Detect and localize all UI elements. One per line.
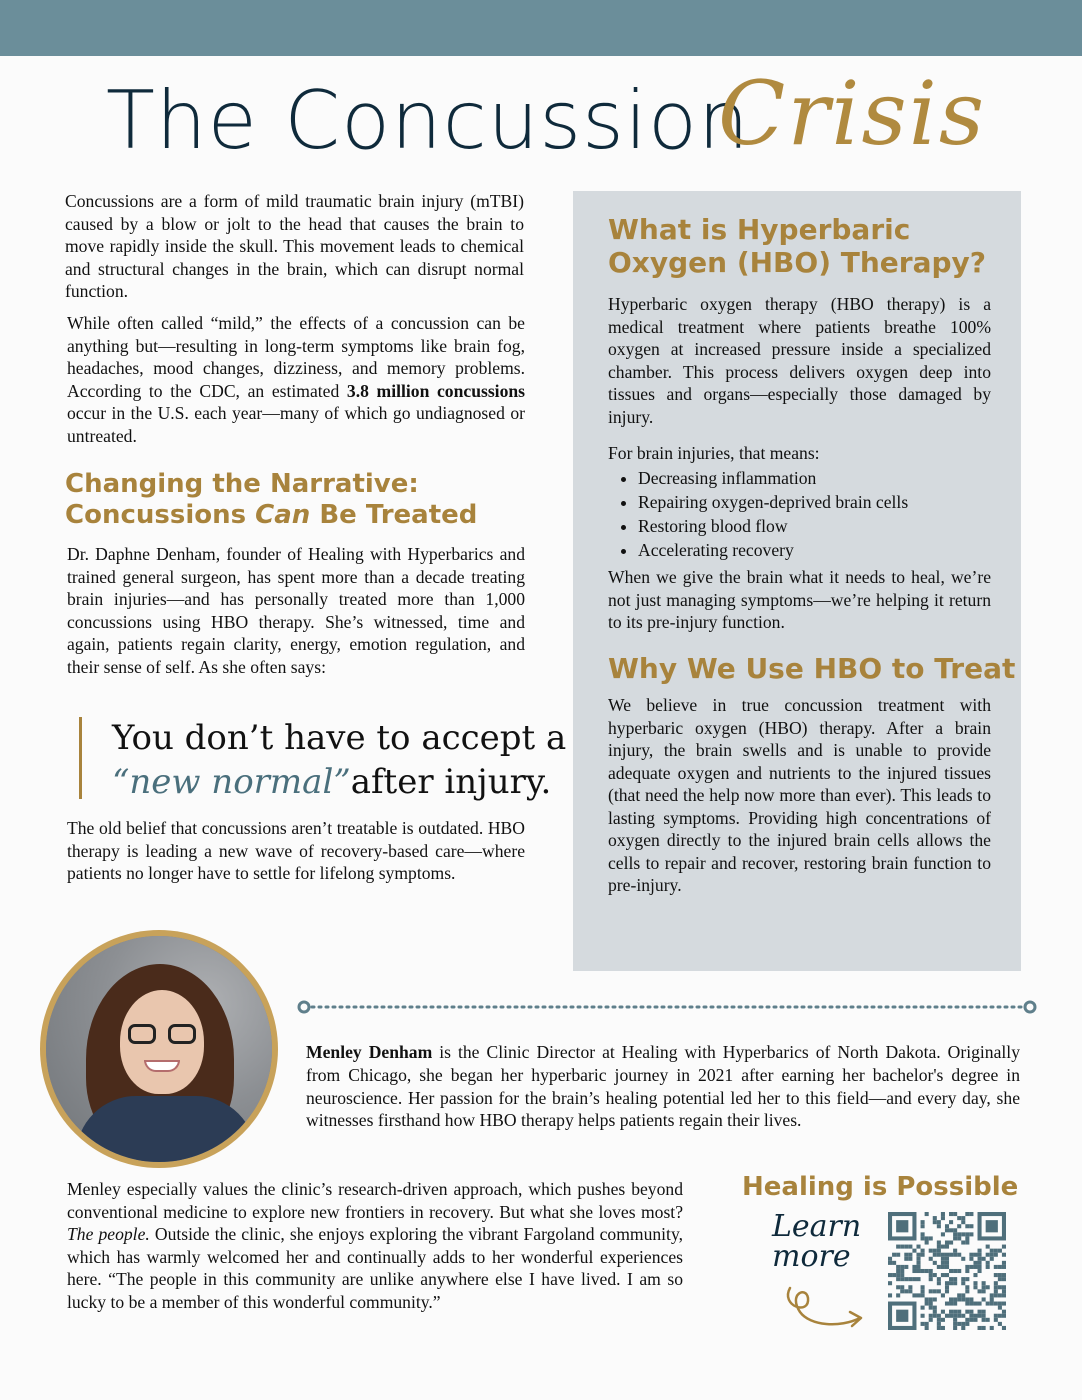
mild-text-b: occur in the U.S. each year—many of which go undiagnosed or untreated. — [67, 403, 525, 446]
heading-line-2-em: Can — [255, 500, 311, 530]
list-item: • Accelerating recovery — [638, 538, 908, 562]
quote-line-2 — [112, 760, 551, 805]
brain-injury-intro: For brain injuries, that means: — [608, 443, 820, 463]
title-main: The Concussion — [106, 74, 750, 167]
heal-paragraph: When we give the brain what it needs to heal, we’re not just managing symptoms—we’re helping it return to its pre-injury function. — [608, 567, 991, 632]
bio-text: is the Clinic Director at Healing with Hyperbarics of North Dakota. Originally from Chicago, she began her hyperbaric journey in 2021 after earning her bachelor's degree in neuroscience. Her passion for the brain’s healing potential led her to this field—and every day, she witnesses firsthand how HBO therapy helps patients regain their lives. — [306, 1042, 1020, 1131]
learn-more-label[interactable] — [772, 1209, 862, 1274]
bio2-em: The people. — [67, 1224, 150, 1244]
hbo-definition-paragraph: Hyperbaric oxygen therapy (HBO therapy) is a medical treatment where patients breathe 100% oxygen at increased pressure inside a specialized chamber. This process delivers oxygen deep into tissues and organs—especially those damaged by injury. — [608, 294, 991, 427]
bio2-text-b: Outside the clinic, she enjoys exploring the vibrant Fargoland community, which has warmly welcomed her and continually adds to her wonderful experiences here. “The people in this community are unlike anywhere else I have lived. I am so lucky to be a member of this wonderful community.” — [67, 1224, 683, 1312]
page-title — [106, 62, 986, 172]
heading-line-2a: Concussions — [65, 500, 256, 530]
portrait-photo — [40, 930, 278, 1168]
mild-paragraph — [67, 312, 525, 447]
benefits-list — [608, 466, 908, 562]
quote-line-1: You don’t have to accept a — [112, 718, 567, 758]
bio-paragraph — [306, 1041, 1020, 1132]
title-script: Crisis — [718, 62, 987, 165]
quote-script-text: “new normal” — [112, 762, 351, 802]
heading-line-1: Changing the Narrative: — [65, 469, 419, 499]
panel-heading-line-2: Oxygen (HBO) Therapy? — [608, 246, 987, 279]
dotted-connector-line — [296, 999, 1040, 1015]
learn-more-line-2: more — [772, 1239, 851, 1274]
mild-text-a: While often called “mild,” the effects of a concussion can be anything but—resulting in long-term symptoms like brain fog, headaches, mood changes, dizziness, and memory problems. According to the CDC, an estimated — [67, 313, 525, 401]
why-paragraph: We believe in true concussion treatment with hyperbaric oxygen (HBO) therapy. After a brain injury, the brain swells and is unable to provide adequate oxygen and nutrients to the injured tissues (that need the help now more than ever). This leads to lasting symptoms. Providing high concentrations of oxygen directly to the injured brain cells allows the cells to repair and recover, restoring brain function to pre-injury. — [608, 695, 991, 895]
denham-paragraph: Dr. Daphne Denham, founder of Healing with Hyperbarics and trained general surgeon, has spent more than a decade treating brain injuries—and has personally treated more than 1,000 concussions using HBO therapy. She’s witnessed, time and again, patients regain clarity, energy, emotion regulation, and their sense of self. As she often says: — [67, 544, 525, 677]
panel-heading-why: Why We Use HBO to Treat — [608, 652, 1016, 685]
bio-name: Menley Denham — [306, 1042, 433, 1062]
intro-paragraph: Concussions are a form of mild traumatic brain injury (mTBI) caused by a blow or jolt to the head that causes the brain to move rapidly inside the skull. This movement leads to chemical and structural changes in the brain, which can disrupt normal function. — [65, 191, 524, 301]
list-item: • Repairing oxygen-deprived brain cells — [638, 490, 908, 514]
panel-heading-hbo — [608, 213, 986, 279]
quote-rest-text: after injury. — [350, 762, 552, 802]
quote-accent-bar — [79, 717, 82, 799]
list-item: • Decreasing inflammation — [638, 466, 908, 490]
section-heading-narrative — [65, 469, 477, 531]
bio2-text-a: Menley especially values the clinic’s research-driven approach, which pushes beyond conventional medicine to explore new frontiers in recovery. But what she loves most? — [67, 1179, 683, 1222]
qr-code[interactable] — [888, 1212, 1006, 1330]
learn-more-line-1: Learn — [772, 1209, 862, 1244]
curved-arrow-icon — [780, 1276, 870, 1336]
list-item: • Restoring blood flow — [638, 514, 908, 538]
heading-line-2b: Be Treated — [310, 500, 478, 530]
outdated-paragraph: The old belief that concussions aren’t treatable is outdated. HBO therapy is leading a new wave of recovery-based care—where patients no longer have to settle for lifelong symptoms. — [67, 818, 525, 883]
bio-paragraph-2 — [67, 1178, 683, 1313]
top-color-band — [0, 0, 1082, 56]
cta-heading: Healing is Possible — [742, 1172, 1019, 1202]
statistic-bold: 3.8 million concussions — [346, 380, 525, 401]
panel-heading-line-1: What is Hyperbaric — [608, 213, 911, 246]
